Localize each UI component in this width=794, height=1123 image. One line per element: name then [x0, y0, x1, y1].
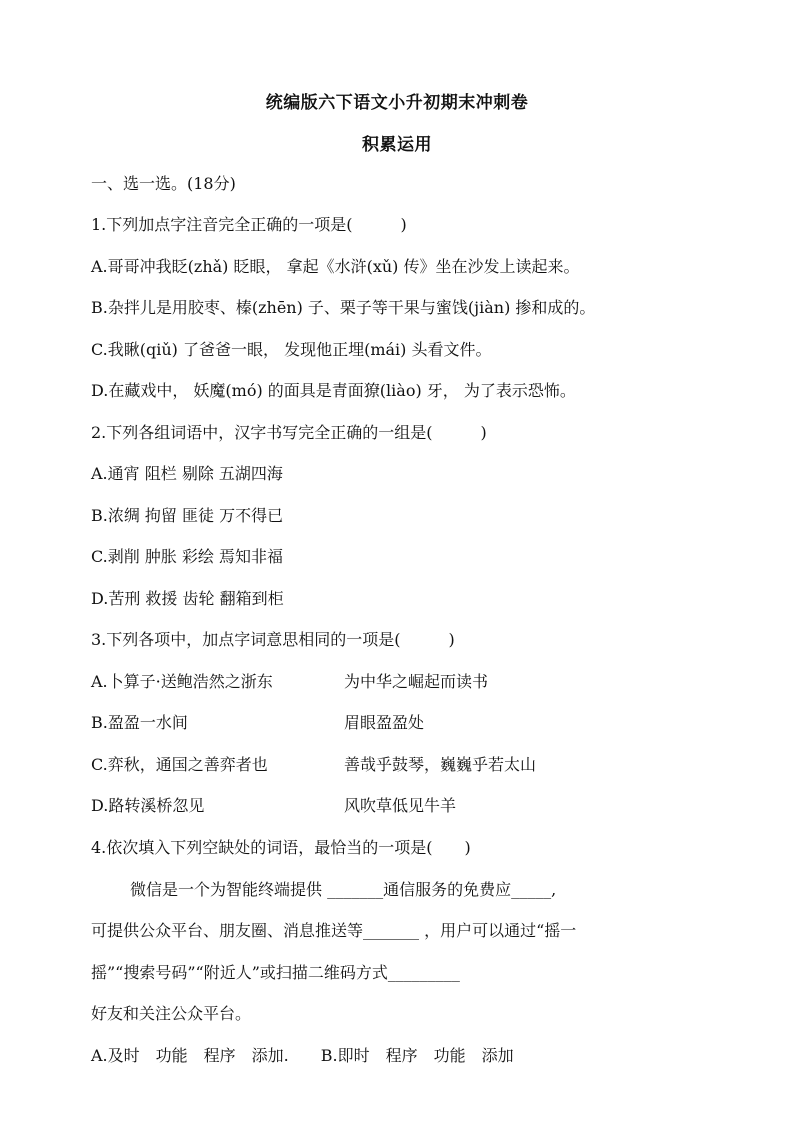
- question-3-option-a-left: A.卜算子·送鲍浩然之浙东: [91, 672, 273, 691]
- question-3-option-c-right: 善哉乎鼓琴，巍巍乎若太山: [344, 755, 537, 774]
- question-4-stem: 4.依次填入下列空缺处的词语，最恰当的一项是( ): [91, 838, 471, 857]
- question-3-option-b-right: 眉眼盈盈处: [344, 713, 425, 732]
- question-2-option-d: D.苦刑 救援 齿轮 翻箱到柜: [91, 589, 284, 608]
- section-heading: 一、选一选。(18分): [91, 174, 236, 193]
- question-2-option-a: A.通宵 阻栏 剔除 五湖四海: [91, 464, 283, 483]
- question-1-option-b: B.杂拌儿是用胶枣、榛(zhēn) 子、栗子等干果与蜜饯(jiàn) 掺和成的。: [91, 298, 596, 317]
- question-1-option-c: C.我瞅(qiǔ) 了爸爸一眼， 发现他正埋(mái) 头看文件。: [91, 340, 492, 359]
- question-4-passage-line-4: 好友和关注公众平台。: [91, 1004, 252, 1023]
- question-3-option-c-left: C.弈秋，通国之善弈者也: [91, 755, 268, 774]
- question-4-passage-line-1: 微信是一个为智能终端提供 _______通信服务的免费应_____,: [130, 880, 557, 899]
- question-1-option-a: A.哥哥冲我眨(zhǎ) 眨眼， 拿起《水浒(xǔ) 传》坐在沙发上读起来。: [91, 257, 580, 276]
- question-3-option-a-right: 为中华之崛起而读书: [344, 672, 489, 691]
- question-3-stem: 3.下列各项中，加点字词意思相同的一项是( ): [91, 630, 455, 649]
- question-2-stem: 2.下列各组词语中，汉字书写完全正确的一组是( ): [91, 423, 487, 442]
- question-2-option-c: C.剥削 肿胀 彩绘 焉知非福: [91, 547, 284, 566]
- question-4-options: A.及时 功能 程序 添加. B.即时 程序 功能 添加: [91, 1046, 514, 1065]
- question-4-passage-line-3: 摇”“搜索号码”“附近人”或扫描二维码方式_________: [91, 963, 460, 982]
- question-1-stem: 1.下列加点字注音完全正确的一项是( ): [91, 215, 407, 234]
- question-4-passage-line-2: 可提供公众平台、朋友圈、消息推送等_______ ，用户可以通过“摇一: [91, 921, 577, 940]
- exam-title: 统编版六下语文小升初期末冲刺卷: [265, 93, 529, 113]
- section-subtitle: 积累运用: [362, 135, 432, 155]
- question-2-option-b: B.浓绸 拘留 匪徒 万不得已: [91, 506, 284, 525]
- question-3-option-d-left: D.路转溪桥忽见: [91, 796, 205, 815]
- question-3-option-b-left: B.盈盈一水间: [91, 713, 188, 732]
- question-3-option-d-right: 风吹草低见牛羊: [344, 796, 457, 815]
- question-1-option-d: D.在藏戏中， 妖魔(mó) 的面具是青面獠(liào) 牙， 为了表示恐怖。: [91, 381, 576, 400]
